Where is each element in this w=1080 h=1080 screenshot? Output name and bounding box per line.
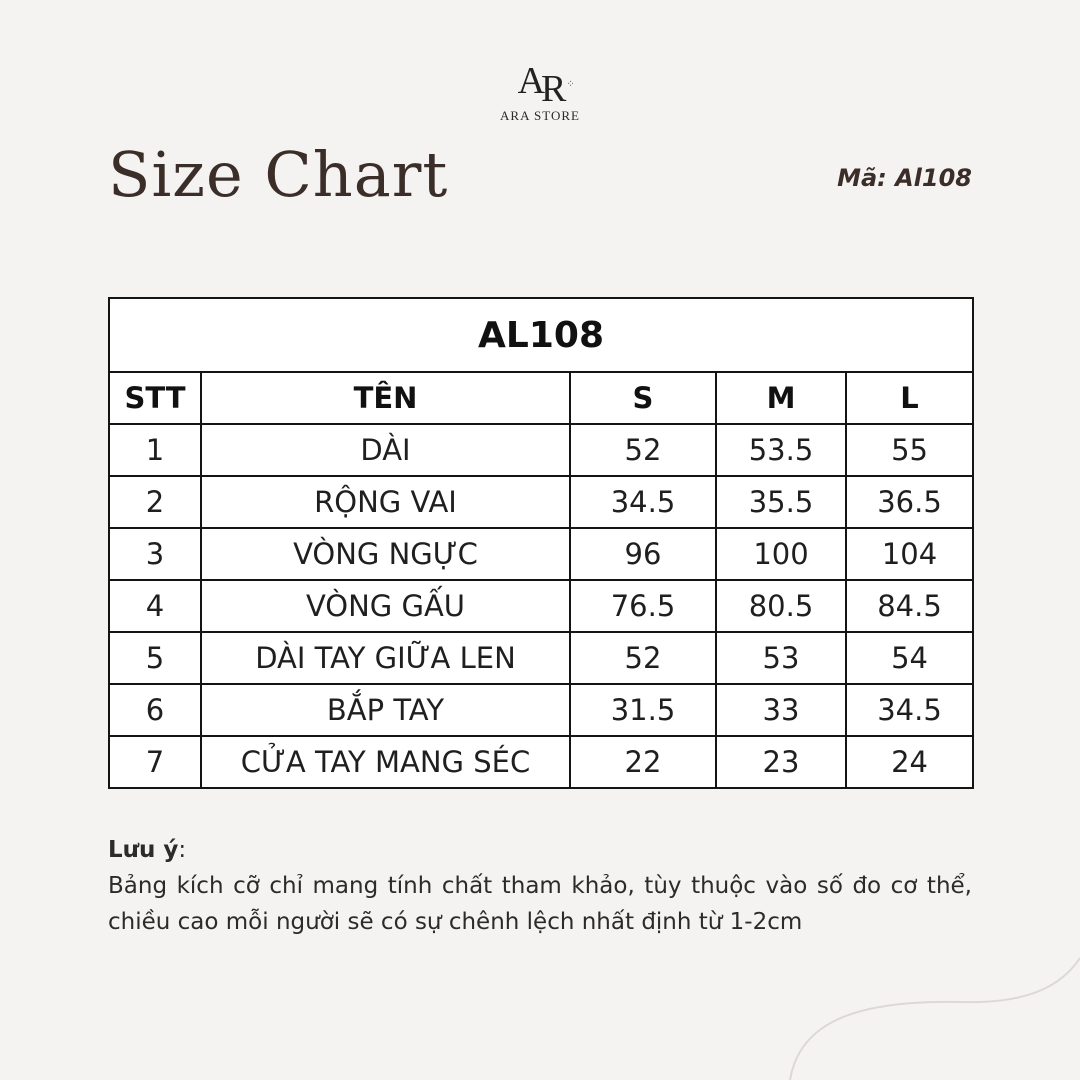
table-row	[109, 528, 973, 580]
note-section	[108, 832, 972, 940]
cell-s: 34.5	[570, 476, 716, 528]
cell-ten: DÀI TAY GIỮA LEN	[201, 632, 570, 684]
table-row	[109, 632, 973, 684]
cell-s: 22	[570, 736, 716, 788]
table-row	[109, 580, 973, 632]
cell-m: 35.5	[716, 476, 846, 528]
cell-l: 55	[846, 424, 973, 476]
cell-ten: VÒNG GẤU	[201, 580, 570, 632]
cell-l: 36.5	[846, 476, 973, 528]
table-row	[109, 736, 973, 788]
cell-m: 23	[716, 736, 846, 788]
cell-m: 80.5	[716, 580, 846, 632]
cell-stt: 6	[109, 684, 201, 736]
cell-l: 34.5	[846, 684, 973, 736]
cell-stt: 5	[109, 632, 201, 684]
header-size-m: M	[716, 372, 846, 424]
cell-s: 52	[570, 424, 716, 476]
table-row	[109, 476, 973, 528]
cell-m: 53.5	[716, 424, 846, 476]
cell-l: 54	[846, 632, 973, 684]
cell-l: 104	[846, 528, 973, 580]
header-size-l: L	[846, 372, 973, 424]
sparkle-icon: ⁘	[566, 79, 575, 90]
table-row	[109, 684, 973, 736]
cell-ten: CỬA TAY MANG SÉC	[201, 736, 570, 788]
size-table	[108, 297, 974, 789]
cell-m: 100	[716, 528, 846, 580]
logo-letter-a: A	[517, 60, 542, 102]
cell-stt: 2	[109, 476, 201, 528]
table-caption: AL108	[109, 298, 973, 372]
logo-mark	[0, 58, 1080, 110]
brand-logo	[0, 58, 1080, 124]
cell-s: 96	[570, 528, 716, 580]
header-size-s: S	[570, 372, 716, 424]
logo-letter-r: R	[541, 68, 563, 110]
brand-name: ARA STORE	[500, 108, 580, 123]
header-stt: STT	[109, 372, 201, 424]
cell-ten: RỘNG VAI	[201, 476, 570, 528]
note-colon: :	[178, 837, 187, 863]
cell-ten: BẮP TAY	[201, 684, 570, 736]
header-ten: TÊN	[201, 372, 570, 424]
note-text: Bảng kích cỡ chỉ mang tính chất tham khảo, tùy thuộc vào số đo cơ thể, chiều cao mỗi người sẽ có sự chênh lệch nhất định từ 1-2cm	[108, 873, 972, 935]
table-row	[109, 424, 973, 476]
cell-ten: VÒNG NGỰC	[201, 528, 570, 580]
note-heading	[108, 832, 972, 868]
cell-m: 53	[716, 632, 846, 684]
page-title: Size Chart	[108, 138, 449, 211]
cell-s: 76.5	[570, 580, 716, 632]
cell-m: 33	[716, 684, 846, 736]
note-label: Lưu ý	[108, 837, 179, 863]
cell-stt: 3	[109, 528, 201, 580]
product-code: Mã: Al108	[837, 164, 972, 192]
table-header-row	[109, 372, 973, 424]
cell-stt: 4	[109, 580, 201, 632]
cell-l: 84.5	[846, 580, 973, 632]
cell-s: 31.5	[570, 684, 716, 736]
cell-l: 24	[846, 736, 973, 788]
cell-ten: DÀI	[201, 424, 570, 476]
cell-stt: 7	[109, 736, 201, 788]
cell-stt: 1	[109, 424, 201, 476]
cell-s: 52	[570, 632, 716, 684]
